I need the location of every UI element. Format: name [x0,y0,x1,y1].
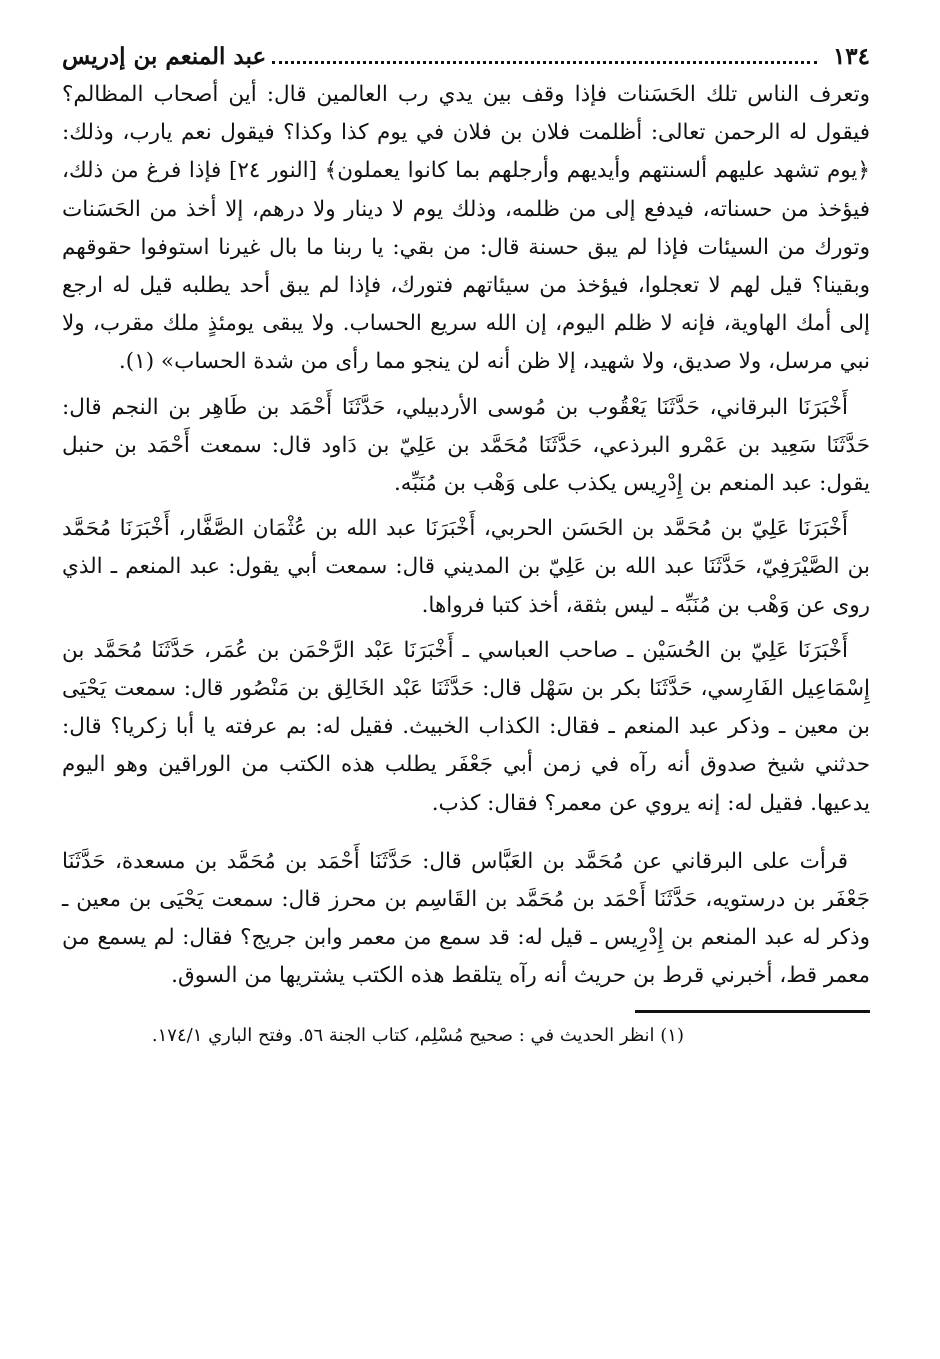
paragraph-yahya-ibn-main: أَخْبَرَنَا عَلِيّ بن الحُسَيْن ـ صاحب العباسي ـ أَخْبَرَنَا عَبْد الرَّحْمَن بن عُمَر، حَدَّثَنَا مُحَمَّد بن إِسْمَاعِيل الفَارِسي، حَدَّثَنَا بكر بن سَهْل قال: حَدَّثَنَا عَبْد الخَالِق بن مَنْصُور قال: سمعت يَحْيَى بن معين ـ وذكر عبد المنعم ـ فقال: الكذاب الخبيث. فقيل له: بم عرفته يا أبا زكريا؟ قال: حدثني شيخ صدوق أنه رآه في زمن أبي جَعْفَر يطلب هذه الكتب من الوراقين وهو اليوم يدعيها. فقيل له: إنه يروي عن معمر؟ فقال: كذب. [62,637,870,816]
book-page [62,40,870,1051]
running-head [62,40,870,76]
header-dot-leader [272,43,817,64]
main-text [62,76,870,996]
page-number: ١٣٤ [832,43,870,70]
running-head-title: عبد المنعم بن إدريس [62,43,267,70]
paragraph-hadith-continuation: وتعرف الناس تلك الحَسَنات فإذا وقف بين يدي رب العالمين قال: أين أصحاب المظالم؟ فيقول له الرحمن تعالى: أظلمت فلان بن فلان في يوم كذا وكذا؟ فيقول نعم يارب، وذلك: ﴿يوم تشهد عليهم ألسنتهم وأيديهم وأرجلهم بما كانوا يعملون﴾ [النور ٢٤] فإذا فرغ من ذلك، فيؤخذ من حسناته، فيدفع إلى من ظلمه، وذلك يوم لا دينار ولا درهم، إلا أخذ من الحَسَنات وتورك من السيئات فإذا لم يبق حسنة قال: من بقي: يا ربنا ما بال غيرنا استوفوا حقوقهم وبقينا؟ قيل لهم لا تعجلوا، فيؤخذ من سيئاتهم فتورك، فإذا لم يبق أحد يطلبه قيل له ارجع إلى أمك الهاوية، فإنه لا ظلم اليوم، إن الله سريع الحساب. ولا يبقى يومئذٍ ملك مقرب، ولا نبي مرسل، ولا صديق، ولا شهيد، إلا ظن أنه لن ينجو مما رأى من شدة الحساب» (١). [62,82,870,375]
footnote-separator [635,1010,870,1013]
footnote: (١) انظر الحديث في : صحيح مُسْلِم، كتاب الجنة ٥٦. وفتح الباري ١٧٤/١. [151,1024,684,1046]
paragraph-barqani-reading: قرأت على البرقاني عن مُحَمَّد بن العَبَّاس قال: حَدَّثَنَا أَحْمَد بن مُحَمَّد بن مسعدة، حَدَّثَنَا جَعْفَر بن درستويه، حَدَّثَنَا أَحْمَد بن مُحَمَّد بن القَاسِم بن محرز قال: سمعت يَحْيَى بن معين ـ وذكر له عبد المنعم بن إِدْرِيس ـ قيل له: قد سمع من معمر وابن جريج؟ فقال: لم يسمع من معمر قط، أخبرني قرط بن حريث أنه رآه يتلقط هذه الكتب يشتريها من السوق. [62,848,870,989]
paragraph-ali-ibn-al-madini: أَخْبَرَنَا عَلِيّ بن مُحَمَّد بن الحَسَن الحربي، أَخْبَرَنَا عبد الله بن عُثْمَان الصَّفَّار، أَخْبَرَنَا مُحَمَّد بن الصَّيْرَفِيّ، حَدَّثَنَا عبد الله بن عَلِيّ بن المديني قال: سمعت أبي يقول: عبد المنعم ـ الذي روى عن وَهْب بن مُنَبِّه ـ ليس بثقة، أخذ كتبا فرواها. [62,516,870,618]
paragraph-ahmad-ibn-hanbal: أَخْبَرَنَا البرقاني، حَدَّثَنَا يَعْقُوب بن مُوسى الأردبيلي، حَدَّثَنَا أَحْمَد بن طَاهِر بن النجم قال: حَدَّثَنَا سَعِيد بن عَمْرو البرذعي، حَدَّثَنَا مُحَمَّد بن عَلِيّ بن دَاود قال: سمعت أَحْمَد بن حنبل يقول: عبد المنعم بن إِدْرِيس يكذب على وَهْب بن مُنَبِّه. [62,394,870,497]
